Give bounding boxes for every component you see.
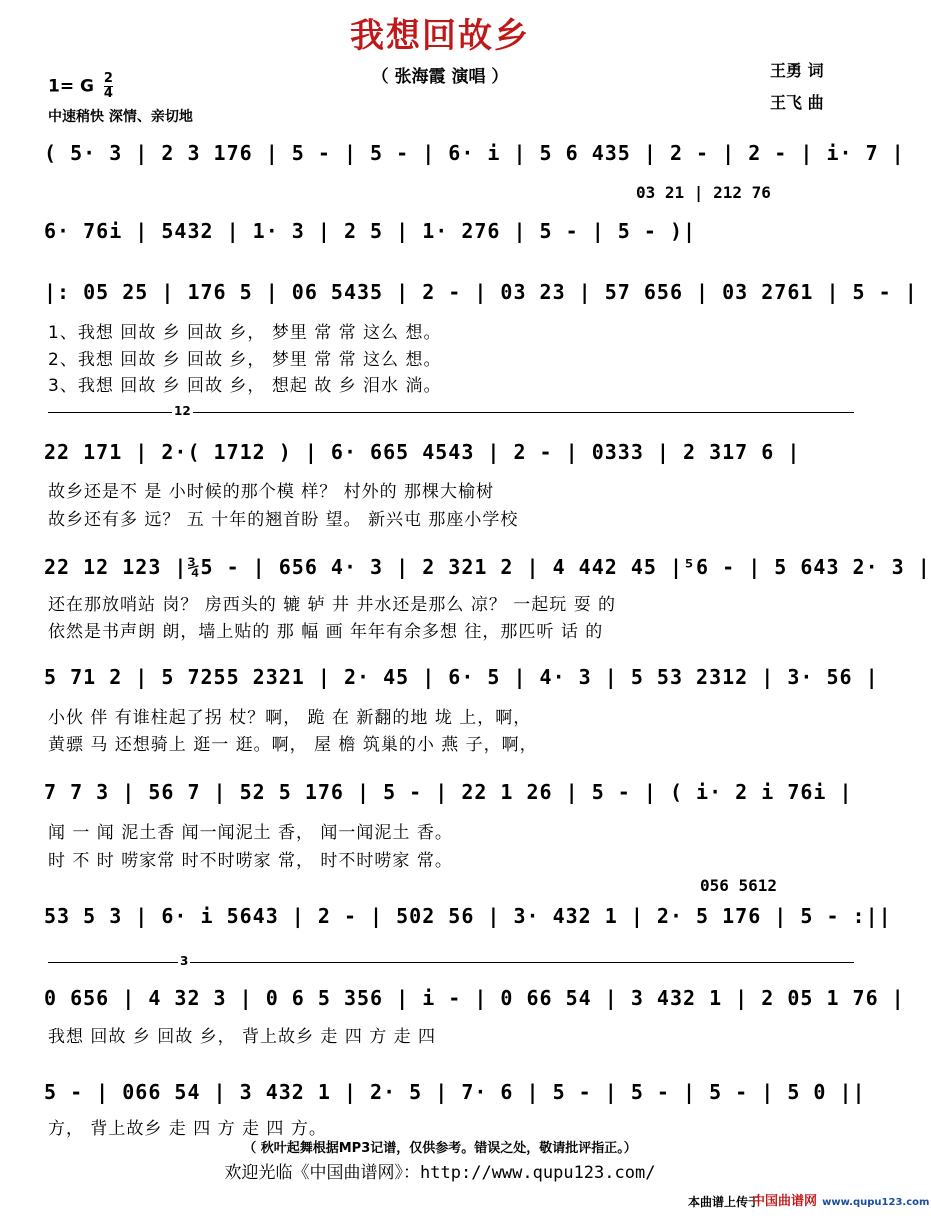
- section-rule-3: [48, 962, 854, 963]
- notation-row-4: 22 171 | 2·( 1712 ) | 6· 665 4543 | 2 - | 0333 | 2 317 6 |: [44, 440, 801, 464]
- notation-row-7: 7 7 3 | 56 7 | 52 5 176 | 5 - | 22 1 26 | 5 - | ( i· 2 i 76i |: [44, 780, 853, 804]
- section-marker-3: 3: [180, 954, 189, 968]
- lyric-row-5-verse-2: 依然是书声朗 朗，墙上贴的 那 幅 画 年年有余多想 往，那匹听 话 的: [48, 622, 604, 642]
- notation-row-8: 53 5 3 | 6· i 5643 | 2 - | 502 56 | 3· 432 1 | 2· 5 176 | 5 - :||: [44, 904, 892, 928]
- key-label: 1= G: [48, 76, 94, 97]
- time-bottom: 4: [103, 86, 113, 101]
- lyric-row-3-verse-2: 2、我想 回故 乡 回故 乡， 梦里 常 常 这么 想。: [48, 350, 442, 370]
- notation-row-3: |: 05 25 | 176 5 | 06 5435 | 2 - | 03 23 | 57 656 | 03 2761 | 5 - |: [44, 280, 918, 304]
- alt-notation-row-8: 056 5612: [700, 876, 778, 895]
- lyric-row-5-verse-1: 还在那放哨站 岗？ 房西头的 辘 轳 井 井水还是那么 凉？ 一起玩 耍 的: [48, 595, 617, 615]
- tempo-marking: 中速稍快 深情、亲切地: [48, 109, 193, 125]
- lyric-row-7-verse-2: 时 不 时 唠家常 时不时唠家 常， 时不时唠家 常。: [48, 851, 453, 871]
- lyric-row-4-verse-2: 故乡还有多 远？ 五 十年的翘首盼 望。 新兴屯 那座小学校: [48, 510, 519, 530]
- page-title: 我想回故乡: [350, 16, 530, 56]
- lyricist: 王勇 词: [770, 61, 824, 80]
- lyric-row-3-verse-3: 3、我想 回故 乡 回故 乡， 想起 故 乡 泪水 淌。: [48, 376, 442, 396]
- site-logo[interactable]: [752, 1190, 930, 1210]
- lyric-row-6-verse-1: 小伙 伴 有谁柱起了拐 杖？啊， 跪 在 新翻的地 垅 上，啊，: [48, 708, 532, 728]
- time-top: 2: [103, 71, 113, 86]
- notation-row-1: ( 5· 3 | 2 3 176 | 5 - | 5 - | 6· i | 5 6 435 | 2 - | 2 - | i· 7 |: [44, 141, 905, 165]
- time-signature: [104, 72, 113, 101]
- lyric-row-7-verse-1: 闻 一 闻 泥土香 闻一闻泥土 香， 闻一闻泥土 香。: [48, 823, 453, 843]
- welcome-line: 欢迎光临《中国曲谱网》：http://www.qupu123.com/: [224, 1163, 656, 1183]
- performer: （ 张海霞 演唱 ）: [371, 67, 509, 87]
- notation-row-10: 5 - | 066 54 | 3 432 1 | 2· 5 | 7· 6 | 5 - | 5 - | 5 - | 5 0 ||: [44, 1080, 866, 1104]
- logo-url: www.qupu123.com: [822, 1197, 930, 1208]
- transcription-note: （ 秋叶起舞根据MP3记谱，仅供参考。错误之处，敬请批评指正。）: [243, 1141, 637, 1156]
- lyric-row-6-verse-2: 黄骠 马 还想骑上 逛一 逛。啊， 屋 檐 筑巢的小 燕 子，啊，: [48, 735, 538, 755]
- section-marker-12: 12: [174, 404, 191, 418]
- notation-row-2: 6· 76i | 5432 | 1· 3 | 2 5 | 1· 276 | 5 - | 5 - )|: [44, 219, 697, 243]
- notation-row-5: 22 12 123 |¾5 - | 656 4· 3 | 2 321 2 | 4 442 45 |⁵6 - | 5 643 2· 3 |: [44, 555, 931, 579]
- section-rule-12: [48, 412, 854, 413]
- lyric-row-3-verse-1: 1、我想 回故 乡 回故 乡， 梦里 常 常 这么 想。: [48, 323, 442, 343]
- composer: 王飞 曲: [770, 93, 824, 112]
- notation-row-9: 0 656 | 4 32 3 | 0 6 5 356 | i - | 0 66 54 | 3 432 1 | 2 05 1 76 |: [44, 986, 905, 1010]
- lyric-row-9: 我想 回故 乡 回故 乡， 背上故乡 走 四 方 走 四: [48, 1027, 437, 1047]
- key-signature: [48, 72, 113, 101]
- lyric-row-4-verse-1: 故乡还是不 是 小时候的那个模 样？ 村外的 那棵大榆树: [48, 482, 495, 502]
- lyric-row-10: 方， 背上故乡 走 四 方 走 四 方。: [48, 1119, 327, 1139]
- upload-label: 本曲谱上传于: [688, 1195, 761, 1209]
- notation-row-6: 5 71 2 | 5 7255 2321 | 2· 45 | 6· 5 | 4· 3 | 5 53 2312 | 3· 56 |: [44, 665, 879, 689]
- logo-text: 中国曲谱网: [752, 1194, 818, 1209]
- alt-notation-row-2: 03 21 | 212 76: [636, 183, 771, 202]
